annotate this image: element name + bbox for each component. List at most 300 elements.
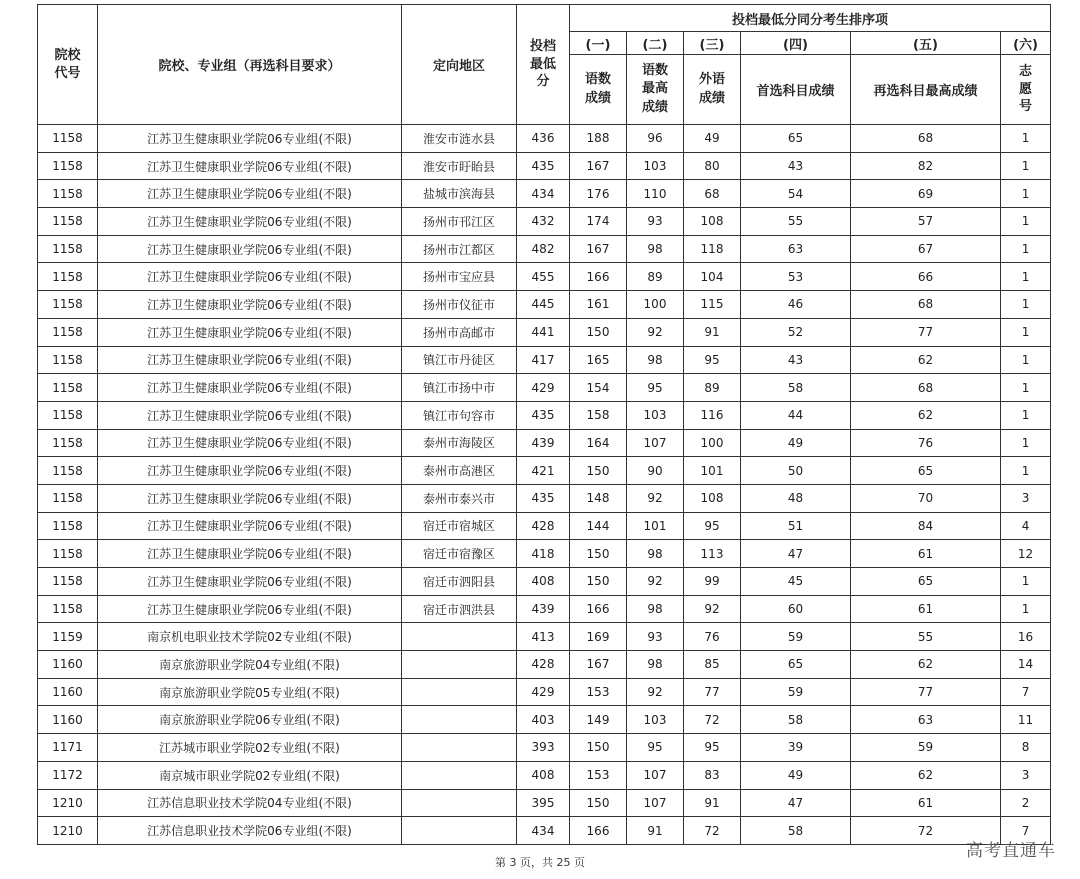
table-row [38,678,1051,706]
cell-name: 江苏卫生健康职业学院06专业组(不限) [98,208,402,236]
cell-chinese-math-max: 103 [627,401,684,429]
cell-preference-no: 7 [1001,678,1051,706]
table-row [38,512,1051,540]
cell-region: 扬州市邗江区 [402,208,517,236]
cell-code: 1158 [38,374,98,402]
cell-min-score: 482 [517,235,570,263]
cell-region [402,623,517,651]
cell-min-score: 429 [517,678,570,706]
table-row [38,761,1051,789]
table-row [38,235,1051,263]
cell-region: 宿迁市宿城区 [402,512,517,540]
cell-preference-no: 1 [1001,595,1051,623]
cell-min-score: 434 [517,180,570,208]
cell-foreign-language: 72 [684,817,741,845]
cell-foreign-language: 89 [684,374,741,402]
cell-code: 1210 [38,817,98,845]
cell-name: 江苏卫生健康职业学院06专业组(不限) [98,401,402,429]
cell-chinese-math: 188 [570,125,627,153]
cell-first-subject: 48 [741,484,851,512]
cell-code: 1158 [38,595,98,623]
cell-chinese-math: 150 [570,318,627,346]
cell-region: 扬州市江都区 [402,235,517,263]
cell-second-subject-max: 66 [851,263,1001,291]
cell-min-score: 417 [517,346,570,374]
cell-code: 1158 [38,208,98,236]
cell-chinese-math-max: 101 [627,512,684,540]
table-row [38,789,1051,817]
cell-preference-no: 11 [1001,706,1051,734]
cell-foreign-language: 101 [684,457,741,485]
cell-foreign-language: 76 [684,623,741,651]
cell-chinese-math: 153 [570,761,627,789]
cell-second-subject-max: 61 [851,789,1001,817]
cell-foreign-language: 100 [684,429,741,457]
cell-chinese-math-max: 107 [627,789,684,817]
table-row [38,291,1051,319]
cell-chinese-math: 158 [570,401,627,429]
cell-region [402,734,517,762]
cell-first-subject: 52 [741,318,851,346]
cell-chinese-math-max: 98 [627,595,684,623]
table-row [38,734,1051,762]
cell-foreign-language: 99 [684,568,741,596]
cell-first-subject: 63 [741,235,851,263]
cell-chinese-math-max: 98 [627,346,684,374]
cell-preference-no: 2 [1001,789,1051,817]
cell-foreign-language: 115 [684,291,741,319]
cell-chinese-math-max: 92 [627,568,684,596]
cell-name: 南京旅游职业学院06专业组(不限) [98,706,402,734]
header-label-preference-no: 志愿号 [1001,55,1051,125]
cell-name: 江苏卫生健康职业学院06专业组(不限) [98,595,402,623]
cell-foreign-language: 95 [684,734,741,762]
cell-chinese-math-max: 95 [627,374,684,402]
cell-second-subject-max: 72 [851,817,1001,845]
cell-preference-no: 1 [1001,208,1051,236]
table-row [38,484,1051,512]
cell-chinese-math-max: 93 [627,208,684,236]
cell-chinese-math: 167 [570,152,627,180]
cell-code: 1158 [38,429,98,457]
cell-chinese-math-max: 92 [627,318,684,346]
table-row [38,152,1051,180]
cell-min-score: 428 [517,512,570,540]
cell-foreign-language: 118 [684,235,741,263]
cell-foreign-language: 91 [684,318,741,346]
cell-name: 江苏信息职业技术学院06专业组(不限) [98,817,402,845]
header-sub-3: (三) [684,32,741,55]
cell-min-score: 432 [517,208,570,236]
cell-chinese-math-max: 98 [627,235,684,263]
cell-chinese-math: 153 [570,678,627,706]
cell-first-subject: 55 [741,208,851,236]
cell-chinese-math-max: 107 [627,761,684,789]
cell-code: 1158 [38,568,98,596]
cell-first-subject: 58 [741,706,851,734]
cell-region: 盐城市滨海县 [402,180,517,208]
watermark: 高考直通车 [966,841,1056,861]
cell-name: 南京城市职业学院02专业组(不限) [98,761,402,789]
cell-first-subject: 65 [741,651,851,679]
cell-chinese-math: 167 [570,235,627,263]
cell-foreign-language: 49 [684,125,741,153]
cell-chinese-math: 144 [570,512,627,540]
cell-chinese-math-max: 103 [627,152,684,180]
cell-min-score: 445 [517,291,570,319]
cell-second-subject-max: 84 [851,512,1001,540]
cell-name: 江苏城市职业学院02专业组(不限) [98,734,402,762]
cell-chinese-math-max: 107 [627,429,684,457]
cell-code: 1158 [38,125,98,153]
cell-min-score: 434 [517,817,570,845]
cell-first-subject: 39 [741,734,851,762]
cell-name: 江苏卫生健康职业学院06专业组(不限) [98,125,402,153]
cell-min-score: 435 [517,484,570,512]
cell-min-score: 421 [517,457,570,485]
cell-preference-no: 12 [1001,540,1051,568]
cell-first-subject: 51 [741,512,851,540]
cell-second-subject-max: 62 [851,651,1001,679]
table-header [38,5,1051,125]
cell-name: 江苏卫生健康职业学院06专业组(不限) [98,291,402,319]
cell-first-subject: 53 [741,263,851,291]
cell-region: 泰州市高港区 [402,457,517,485]
cell-foreign-language: 92 [684,595,741,623]
cell-first-subject: 47 [741,540,851,568]
header-label-chinese-math: 语数成绩 [570,55,627,125]
cell-preference-no: 1 [1001,125,1051,153]
cell-name: 南京旅游职业学院05专业组(不限) [98,678,402,706]
cell-chinese-math-max: 91 [627,817,684,845]
header-sub-6: (六) [1001,32,1051,55]
cell-preference-no: 1 [1001,263,1051,291]
cell-chinese-math: 166 [570,263,627,291]
header-label-second-subject-max: 再选科目最高成绩 [851,55,1001,125]
cell-code: 1160 [38,651,98,679]
cell-chinese-math: 150 [570,568,627,596]
cell-chinese-math: 166 [570,595,627,623]
table-row [38,318,1051,346]
cell-second-subject-max: 62 [851,401,1001,429]
cell-second-subject-max: 55 [851,623,1001,651]
cell-second-subject-max: 65 [851,568,1001,596]
cell-foreign-language: 108 [684,484,741,512]
cell-region: 镇江市丹徒区 [402,346,517,374]
cell-second-subject-max: 57 [851,208,1001,236]
header-label-foreign-language: 外语成绩 [684,55,741,125]
header-label-chinese-math-max: 语数最高成绩 [627,55,684,125]
cell-name: 江苏卫生健康职业学院06专业组(不限) [98,429,402,457]
cell-min-score: 436 [517,125,570,153]
cell-preference-no: 1 [1001,152,1051,180]
cell-preference-no: 1 [1001,401,1051,429]
cell-region: 淮安市涟水县 [402,125,517,153]
cell-foreign-language: 116 [684,401,741,429]
cell-code: 1158 [38,152,98,180]
cell-foreign-language: 80 [684,152,741,180]
cell-second-subject-max: 68 [851,125,1001,153]
table-row [38,817,1051,845]
cell-code: 1210 [38,789,98,817]
cell-second-subject-max: 61 [851,540,1001,568]
cell-first-subject: 58 [741,817,851,845]
table-row [38,651,1051,679]
cell-preference-no: 1 [1001,346,1051,374]
cell-min-score: 439 [517,429,570,457]
cell-chinese-math: 150 [570,734,627,762]
cell-first-subject: 58 [741,374,851,402]
cell-name: 江苏卫生健康职业学院06专业组(不限) [98,540,402,568]
admission-table [37,4,1051,845]
cell-foreign-language: 108 [684,208,741,236]
cell-preference-no: 14 [1001,651,1051,679]
cell-first-subject: 43 [741,346,851,374]
cell-preference-no: 1 [1001,374,1051,402]
cell-first-subject: 49 [741,761,851,789]
cell-min-score: 439 [517,595,570,623]
cell-min-score: 408 [517,761,570,789]
cell-preference-no: 1 [1001,180,1051,208]
cell-chinese-math: 150 [570,457,627,485]
cell-chinese-math-max: 89 [627,263,684,291]
cell-second-subject-max: 77 [851,678,1001,706]
cell-chinese-math-max: 92 [627,678,684,706]
cell-foreign-language: 83 [684,761,741,789]
cell-chinese-math-max: 92 [627,484,684,512]
cell-code: 1172 [38,761,98,789]
cell-code: 1160 [38,706,98,734]
cell-region: 泰州市海陵区 [402,429,517,457]
cell-region: 泰州市泰兴市 [402,484,517,512]
header-region: 定向地区 [402,5,517,125]
cell-first-subject: 45 [741,568,851,596]
header-name: 院校、专业组（再选科目要求） [98,5,402,125]
cell-first-subject: 59 [741,678,851,706]
cell-preference-no: 1 [1001,457,1051,485]
cell-name: 江苏卫生健康职业学院06专业组(不限) [98,568,402,596]
cell-code: 1158 [38,235,98,263]
cell-foreign-language: 68 [684,180,741,208]
cell-foreign-language: 72 [684,706,741,734]
cell-first-subject: 46 [741,291,851,319]
cell-chinese-math: 176 [570,180,627,208]
cell-second-subject-max: 70 [851,484,1001,512]
table-row [38,595,1051,623]
cell-min-score: 395 [517,789,570,817]
cell-code: 1158 [38,512,98,540]
cell-chinese-math: 164 [570,429,627,457]
cell-name: 江苏卫生健康职业学院06专业组(不限) [98,457,402,485]
cell-preference-no: 8 [1001,734,1051,762]
table-row [38,706,1051,734]
cell-region: 镇江市句容市 [402,401,517,429]
cell-first-subject: 49 [741,429,851,457]
header-sub-1: (一) [570,32,627,55]
table-row [38,263,1051,291]
cell-first-subject: 43 [741,152,851,180]
cell-name: 江苏卫生健康职业学院06专业组(不限) [98,512,402,540]
cell-code: 1158 [38,401,98,429]
cell-code: 1158 [38,346,98,374]
cell-first-subject: 47 [741,789,851,817]
cell-min-score: 435 [517,152,570,180]
table-row [38,346,1051,374]
cell-name: 江苏卫生健康职业学院06专业组(不限) [98,152,402,180]
cell-preference-no: 7 [1001,817,1051,845]
header-min-score: 投档最低分 [517,5,570,125]
cell-chinese-math-max: 100 [627,291,684,319]
cell-chinese-math-max: 93 [627,623,684,651]
cell-region [402,817,517,845]
cell-chinese-math-max: 95 [627,734,684,762]
cell-code: 1158 [38,457,98,485]
table-row [38,540,1051,568]
table-row [38,374,1051,402]
cell-foreign-language: 104 [684,263,741,291]
cell-second-subject-max: 77 [851,318,1001,346]
cell-region [402,651,517,679]
table-row [38,623,1051,651]
cell-chinese-math-max: 96 [627,125,684,153]
table-row [38,568,1051,596]
header-sub-2: (二) [627,32,684,55]
cell-second-subject-max: 65 [851,457,1001,485]
cell-chinese-math-max: 98 [627,540,684,568]
cell-first-subject: 59 [741,623,851,651]
cell-name: 江苏信息职业技术学院04专业组(不限) [98,789,402,817]
cell-first-subject: 60 [741,595,851,623]
cell-name: 江苏卫生健康职业学院06专业组(不限) [98,346,402,374]
cell-region [402,678,517,706]
cell-first-subject: 50 [741,457,851,485]
cell-name: 江苏卫生健康职业学院06专业组(不限) [98,374,402,402]
cell-foreign-language: 85 [684,651,741,679]
cell-name: 江苏卫生健康职业学院06专业组(不限) [98,484,402,512]
cell-min-score: 429 [517,374,570,402]
cell-code: 1158 [38,263,98,291]
cell-code: 1158 [38,484,98,512]
cell-region: 扬州市仪征市 [402,291,517,319]
cell-chinese-math-max: 98 [627,651,684,679]
cell-name: 江苏卫生健康职业学院06专业组(不限) [98,318,402,346]
cell-first-subject: 65 [741,125,851,153]
cell-region [402,789,517,817]
cell-chinese-math: 149 [570,706,627,734]
cell-code: 1171 [38,734,98,762]
cell-region: 扬州市宝应县 [402,263,517,291]
cell-foreign-language: 113 [684,540,741,568]
cell-preference-no: 1 [1001,318,1051,346]
cell-chinese-math-max: 103 [627,706,684,734]
cell-foreign-language: 95 [684,512,741,540]
page-footer: 第 3 页，共 25 页 [495,856,585,869]
cell-second-subject-max: 67 [851,235,1001,263]
cell-second-subject-max: 62 [851,761,1001,789]
cell-first-subject: 54 [741,180,851,208]
cell-chinese-math: 165 [570,346,627,374]
cell-min-score: 441 [517,318,570,346]
cell-second-subject-max: 76 [851,429,1001,457]
cell-min-score: 413 [517,623,570,651]
cell-code: 1160 [38,678,98,706]
cell-name: 江苏卫生健康职业学院06专业组(不限) [98,235,402,263]
cell-chinese-math-max: 90 [627,457,684,485]
cell-name: 南京机电职业技术学院02专业组(不限) [98,623,402,651]
cell-region: 镇江市扬中市 [402,374,517,402]
cell-preference-no: 16 [1001,623,1051,651]
cell-preference-no: 1 [1001,291,1051,319]
cell-second-subject-max: 61 [851,595,1001,623]
cell-min-score: 455 [517,263,570,291]
cell-region [402,761,517,789]
cell-preference-no: 1 [1001,429,1051,457]
cell-chinese-math-max: 110 [627,180,684,208]
cell-chinese-math: 169 [570,623,627,651]
cell-code: 1158 [38,180,98,208]
cell-name: 南京旅游职业学院04专业组(不限) [98,651,402,679]
table-row [38,180,1051,208]
cell-region: 宿迁市泗洪县 [402,595,517,623]
cell-foreign-language: 77 [684,678,741,706]
cell-min-score: 408 [517,568,570,596]
cell-preference-no: 1 [1001,235,1051,263]
cell-chinese-math: 161 [570,291,627,319]
cell-min-score: 435 [517,401,570,429]
cell-foreign-language: 95 [684,346,741,374]
cell-region: 宿迁市宿豫区 [402,540,517,568]
cell-min-score: 403 [517,706,570,734]
cell-region: 扬州市高邮市 [402,318,517,346]
cell-preference-no: 3 [1001,484,1051,512]
cell-second-subject-max: 59 [851,734,1001,762]
cell-name: 江苏卫生健康职业学院06专业组(不限) [98,180,402,208]
cell-chinese-math: 174 [570,208,627,236]
cell-chinese-math: 148 [570,484,627,512]
cell-region: 宿迁市泗阳县 [402,568,517,596]
cell-code: 1158 [38,291,98,319]
cell-foreign-language: 91 [684,789,741,817]
table-row [38,401,1051,429]
cell-chinese-math: 167 [570,651,627,679]
cell-min-score: 418 [517,540,570,568]
header-code: 院校代号 [38,5,98,125]
cell-preference-no: 3 [1001,761,1051,789]
cell-second-subject-max: 69 [851,180,1001,208]
cell-first-subject: 44 [741,401,851,429]
table-row [38,457,1051,485]
table-row [38,125,1051,153]
cell-min-score: 428 [517,651,570,679]
cell-chinese-math: 150 [570,789,627,817]
table-row [38,429,1051,457]
table-row [38,208,1051,236]
cell-region [402,706,517,734]
cell-code: 1158 [38,540,98,568]
cell-code: 1158 [38,318,98,346]
cell-second-subject-max: 82 [851,152,1001,180]
cell-preference-no: 1 [1001,568,1051,596]
table-body [38,125,1051,845]
cell-min-score: 393 [517,734,570,762]
cell-second-subject-max: 68 [851,291,1001,319]
cell-chinese-math: 154 [570,374,627,402]
cell-preference-no: 4 [1001,512,1051,540]
header-sub-4: (四) [741,32,851,55]
header-label-first-subject: 首选科目成绩 [741,55,851,125]
cell-second-subject-max: 63 [851,706,1001,734]
cell-code: 1159 [38,623,98,651]
